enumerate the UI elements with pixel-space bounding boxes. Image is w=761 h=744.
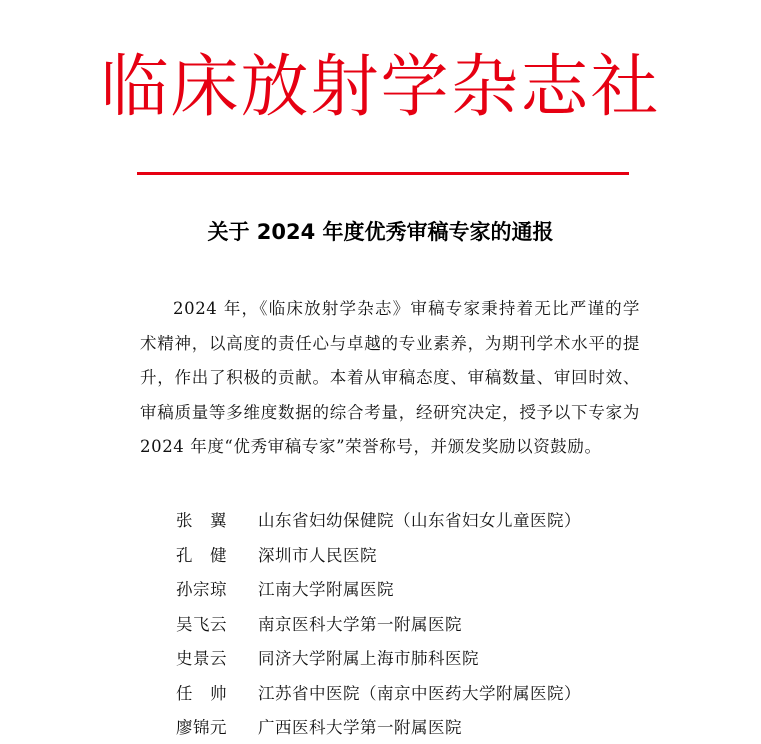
- body-paragraph: 2024 年，《临床放射学杂志》审稿专家秉持着无比严谨的学术精神，以高度的责任心与卓越的专业素养，为期刊学术水平的提升，作出了积极的贡献。本着从审稿态度、审稿数量、审回时效、审稿质量等多维度数据的综合考量，经研究决定，授予以下专家为 2024 年度“优秀审稿专家”荣誉称号，并颁发奖励以资鼓励。: [140, 299, 640, 456]
- expert-row: [176, 606, 676, 641]
- expert-institution: 同济大学附属上海市肺科医院: [258, 649, 479, 669]
- expert-row: [176, 502, 676, 537]
- expert-name: 任 帅: [176, 683, 227, 703]
- expert-institution: 山东省妇幼保健院（山东省妇女儿童医院）: [258, 511, 581, 531]
- expert-row: [176, 675, 676, 710]
- expert-row: [176, 709, 676, 744]
- expert-institution: 江南大学附属医院: [258, 580, 394, 600]
- expert-institution: 南京医科大学第一附属医院: [258, 614, 462, 634]
- expert-institution: 江苏省中医院（南京中医药大学附属医院）: [258, 683, 581, 703]
- expert-row: [176, 537, 676, 572]
- expert-row: [176, 640, 676, 675]
- document-title: 关于 2024 年度优秀审稿专家的通报: [207, 220, 554, 244]
- expert-name: 孔 健: [176, 545, 227, 565]
- expert-name: 吴飞云: [176, 614, 227, 634]
- expert-name: 廖锦元: [176, 718, 227, 738]
- expert-name: 孙宗琼: [176, 580, 227, 600]
- red-divider-line: [137, 172, 629, 175]
- organization-header-title: 临床放射学杂志社: [100, 48, 661, 127]
- expert-list: [176, 502, 676, 744]
- expert-institution: 广西医科大学第一附属医院: [258, 718, 462, 738]
- expert-name: 史景云: [176, 649, 227, 669]
- expert-name: 张 翼: [176, 511, 227, 531]
- expert-institution: 深圳市人民医院: [258, 545, 377, 565]
- expert-row: [176, 571, 676, 606]
